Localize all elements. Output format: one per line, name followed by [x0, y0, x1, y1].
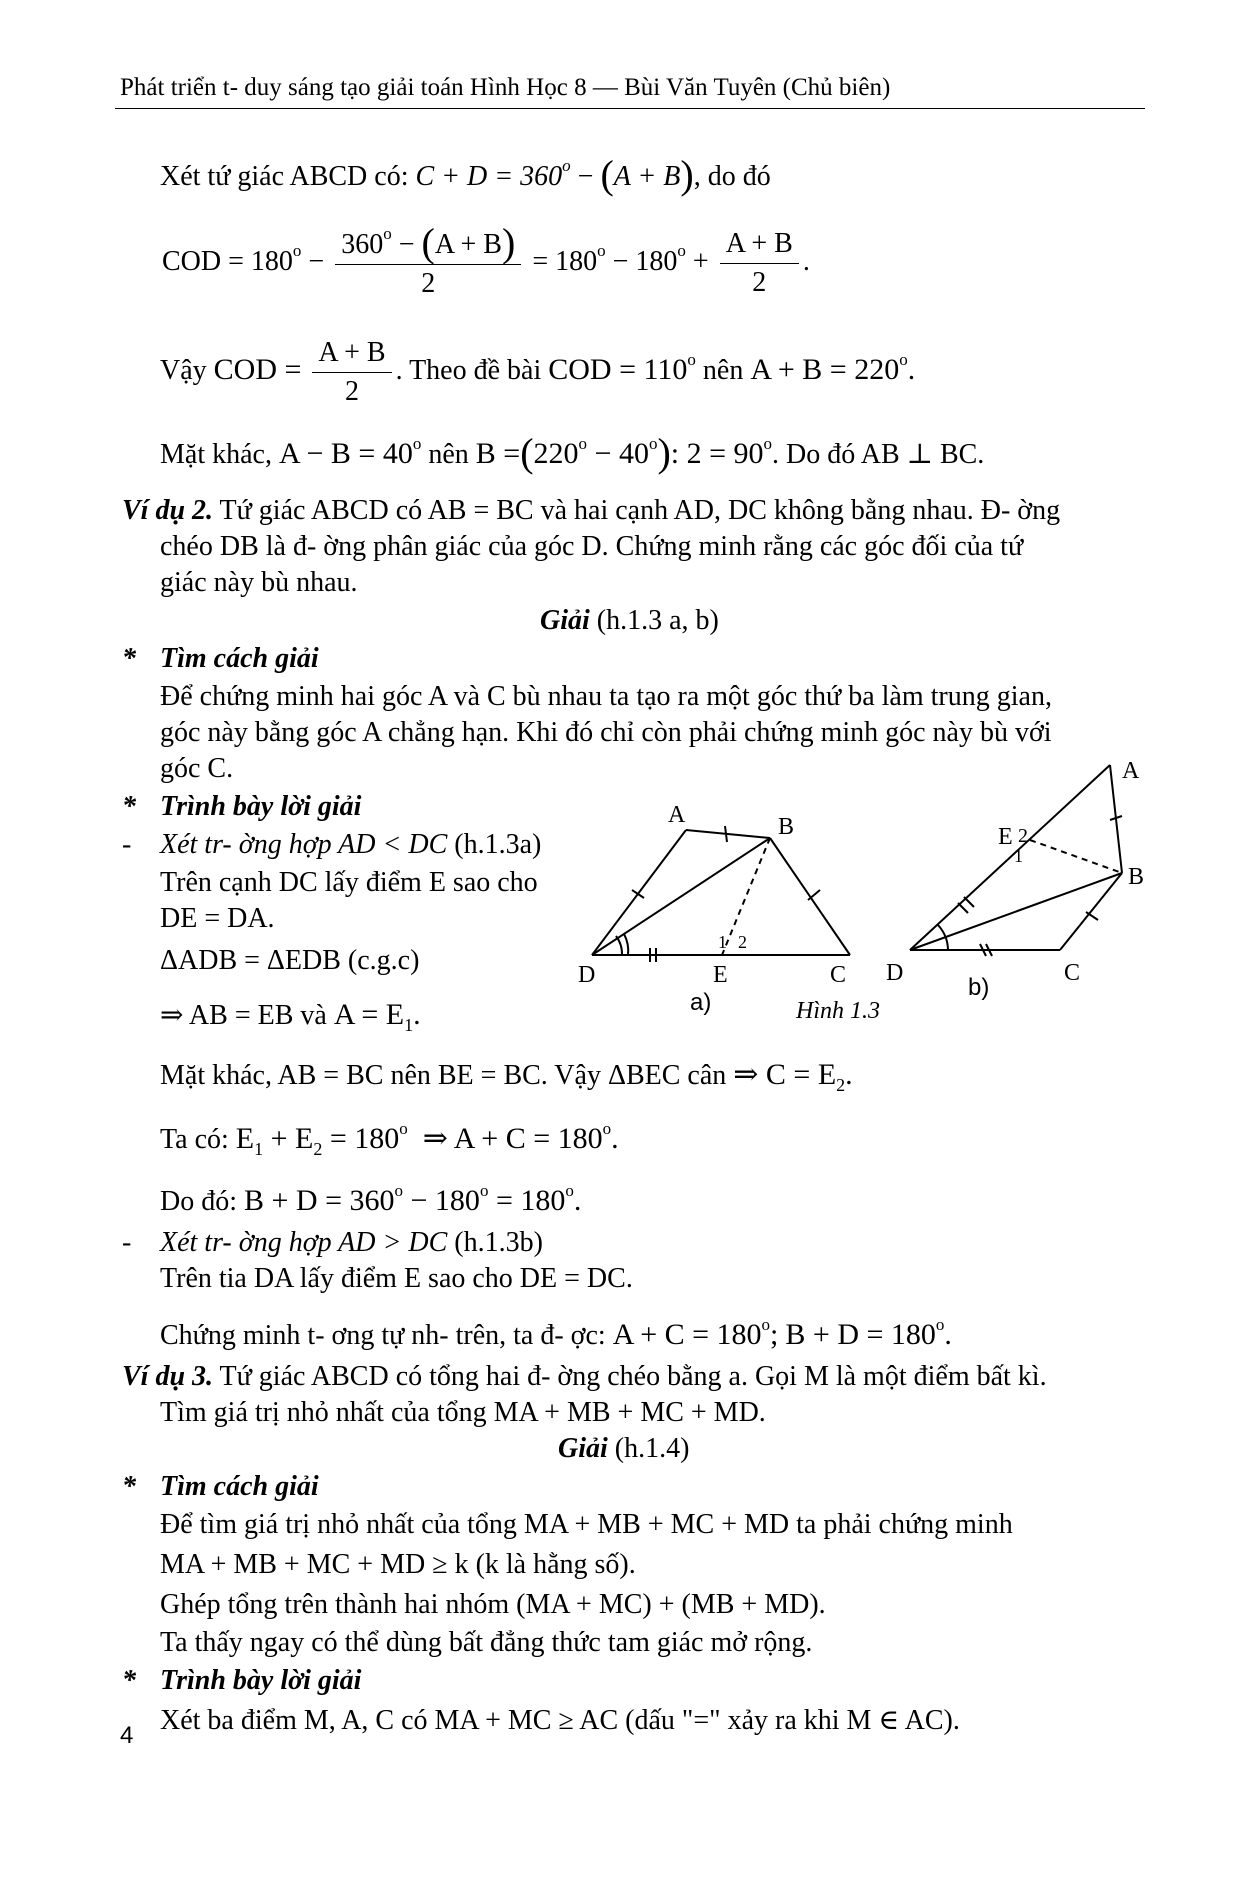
example-2-line-2: chéo DB là đ- ờng phân giác của góc D. Chứng minh rằng các góc đối của tứ: [160, 531, 1024, 562]
method3-text-1: Để tìm giá trị nhỏ nhất của tổng MA + MB + MC + MD ta phải chứng minh: [160, 1509, 1013, 1540]
fraction-cod: $\frac{A + B}{2}$: [312, 336, 391, 409]
present-heading-3: * Trình bày lời giải: [122, 1665, 362, 1696]
label-a-angle-2: 2: [738, 932, 747, 952]
case-1-line-3: ΔADB = ΔEDB (c.g.c): [160, 945, 420, 976]
case-1-line-6: Ta có: $E_1 + E_2 = 180^o$ ⇒ $A + C = 180^o$.: [160, 1119, 619, 1159]
figure-title: Hình 1.3: [796, 998, 880, 1020]
tick-de-b-1: [958, 903, 968, 913]
method3-text-3: Ghép tổng trên thành hai nhóm (MA + MC) + (MB + MD).: [160, 1589, 826, 1620]
fraction-360-minus-ab: $\frac{360^o - (A + B)}{2}$: [335, 226, 521, 301]
label-b-e: E: [998, 824, 1013, 850]
method3-text-4: Ta thấy ngay có thể dùng bất đẳng thức tam giác mở rộng.: [160, 1627, 813, 1658]
caption-a: a): [690, 989, 712, 1016]
case-1-heading: - Xét tr- ờng hợp AD < DC (h.1.3a): [122, 829, 542, 860]
header-rule: [115, 108, 1145, 109]
case-1-line-7: Do đó: $B + D = 360^o - 180^o = 180^o$.: [160, 1181, 582, 1217]
find-method-heading-3: * Tìm cách giải: [122, 1471, 319, 1502]
angle-arc-d-inner: [616, 936, 622, 955]
label-a-c: C: [830, 962, 847, 988]
find-method-heading: * Tìm cách giải: [122, 643, 319, 674]
example-2-line-3: giác này bù nhau.: [160, 567, 358, 598]
label-b-d: D: [886, 960, 904, 986]
present3-text-1: Xét ba điểm M, A, C có MA + MC ≥ AC (dấu "=" xảy ra khi M ∈ AC).: [160, 1705, 960, 1736]
eq-line-4: Mặt khác, $A - B = 40^o$ nên $B =(220^o - 40^o)$: $2 = 90^o$. Do đó AB ⊥ BC.: [160, 430, 985, 475]
label-b-c: C: [1064, 960, 1081, 986]
case-1-line-4: ⇒ AB = EB và $A = E_1$.: [160, 998, 421, 1035]
method3-text-2: MA + MB + MC + MD ≥ k (k là hằng số).: [160, 1549, 636, 1580]
eq-line-2: COD = $180^o$ − $\frac{360^o - (A + B)}{2}$ = $180^o - 180^o$ + $\frac{A + B}{2}$ .: [162, 220, 810, 299]
example-3-line-1: Ví dụ 3. Tứ giác ABCD có tổng hai đ- ờng chéo bằng a. Gọi M là một điểm bất kì.: [122, 1361, 1047, 1392]
solution-heading-2: Giải (h.1.3 a, b): [540, 605, 719, 636]
case-2-line-2: Chứng minh t- ơng tự nh- trên, ta đ- ợc: $A + C = 180^o$; $B + D = 180^o$.: [160, 1315, 952, 1351]
method-text-1: Để chứng minh hai góc A và C bù nhau ta tạo ra một góc thứ ba làm trung gian,: [160, 681, 1052, 712]
tick-da: [632, 890, 644, 898]
label-b-a: A: [1122, 760, 1140, 784]
label-a-e: E: [713, 962, 728, 988]
present-heading: * Trình bày lời giải: [122, 791, 362, 822]
example-3-line-2: Tìm giá trị nhỏ nhất của tổng MA + MB + MC + MD.: [160, 1397, 766, 1428]
page-number: 4: [120, 1722, 134, 1749]
fraction-ab-over-2: $\frac{A + B}{2}$: [720, 227, 799, 300]
example-2-line-1: Ví dụ 2. Tứ giác ABCD có AB = BC và hai cạnh AD, DC không bằng nhau. Đ- ờng: [122, 495, 1061, 526]
label-b-angle-2: 2: [1018, 825, 1028, 847]
solution-heading-3: Giải (h.1.4): [558, 1433, 690, 1464]
segment-eb-dashed: [1030, 840, 1122, 873]
eq-line-1: Xét tứ giác ABCD có: $C + D = 360^o - (A + B)$, do đó: [160, 152, 771, 197]
caption-b: b): [968, 974, 990, 1001]
tick-de-b-2: [964, 897, 974, 907]
angle-arc-d: [624, 934, 628, 955]
eq-line-3: Vậy COD = $\frac{A + B}{2}$ . Theo đề bài COD = $110^o$ nên $A + B = 220^o$.: [160, 337, 916, 407]
case-1-line-2: DE = DA.: [160, 903, 275, 934]
label-a-a: A: [668, 802, 686, 828]
side-bc: [770, 838, 850, 955]
label-a-d: D: [578, 962, 596, 988]
label-a-b: B: [778, 814, 795, 840]
running-header: Phát triển t- duy sáng tạo giải toán Hình Học 8 — Bùi Văn Tuyên (Chủ biên): [120, 74, 891, 101]
side-ab: [686, 830, 770, 838]
side-da-b: [910, 765, 1110, 950]
label-a-angle-1: 1: [718, 932, 727, 952]
side-da: [592, 830, 686, 955]
figure-1-3: [570, 760, 1150, 1020]
case-2-line-1: Trên tia DA lấy điểm E sao cho DE = DC.: [160, 1263, 633, 1294]
case-2-heading: - Xét tr- ờng hợp AD > DC (h.1.3b): [122, 1227, 543, 1258]
label-b-b: B: [1128, 864, 1145, 890]
label-b-angle-1: 1: [1014, 846, 1023, 866]
tick-ab: [725, 826, 727, 842]
case-1-line-1: Trên cạnh DC lấy điểm E sao cho: [160, 867, 538, 898]
method-text-3: góc C.: [160, 753, 234, 784]
eq-c-plus-d: $C + D = 360^o$: [415, 156, 571, 192]
method-text-2: góc này bằng góc A chẳng hạn. Khi đó chỉ còn phải chứng minh góc này bù với: [160, 717, 1052, 748]
case-1-line-5: Mặt khác, AB = BC nên BE = BC. Vậy ΔBEC cân ⇒ $C = E_2$.: [160, 1058, 853, 1095]
